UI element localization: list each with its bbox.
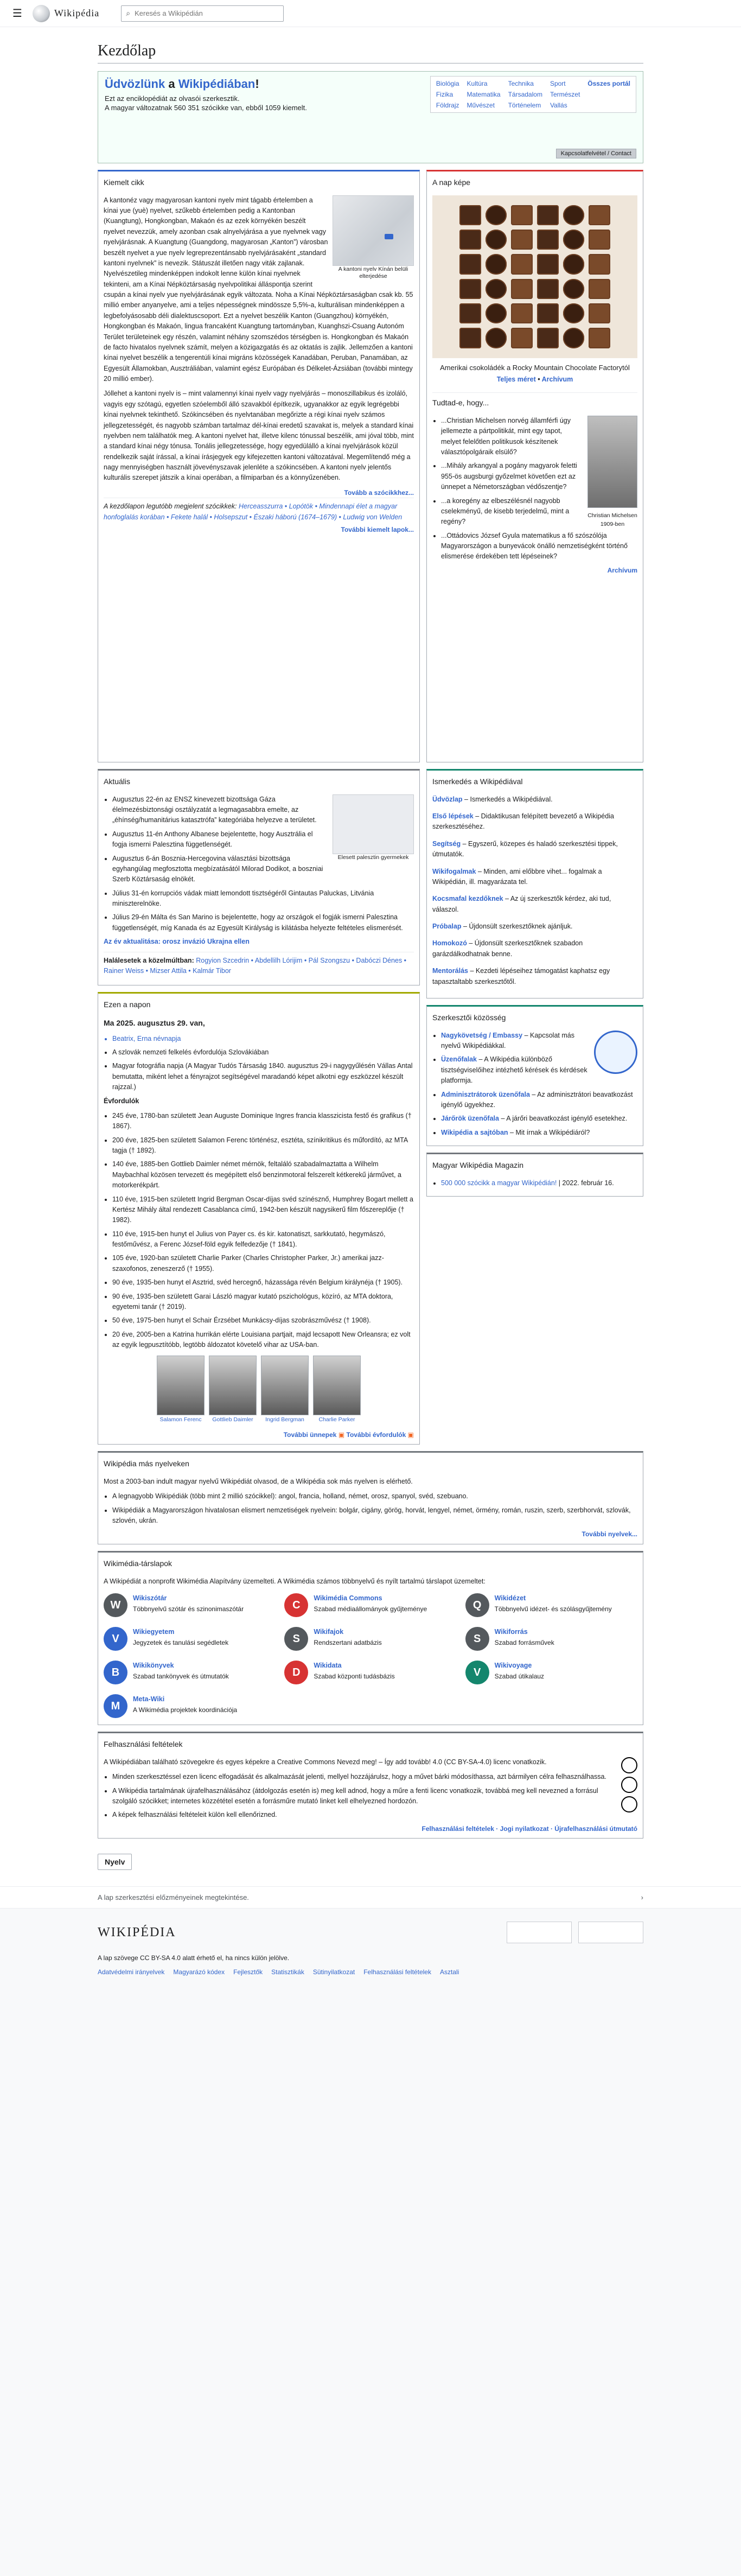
sister-project-desc: A Wikimédia projektek koordinációja xyxy=(133,1706,238,1714)
sister-project[interactable] xyxy=(104,1661,276,1684)
sister-project-text xyxy=(314,1627,381,1648)
otd-namedays[interactable]: • Beatrix, Erna névnapja xyxy=(112,1034,414,1044)
wikispecies-icon: S xyxy=(284,1627,308,1651)
rss-icon: ▣ xyxy=(407,1430,414,1439)
chocolate-piece xyxy=(563,328,585,348)
welcome-title: Üdvözlünk a Wikipédiában! xyxy=(105,77,259,91)
chocolate-piece xyxy=(537,230,559,250)
portal-link[interactable]: Matematika xyxy=(467,91,501,98)
map-image[interactable] xyxy=(333,195,414,266)
chocolate-piece xyxy=(537,303,559,323)
welcome-box xyxy=(98,71,643,163)
anniv-item: • 90 éve, 1935-ben született Garai László magyar kutató pszichológus, közíró, az MTA doktora, egyetemi tanár († 2019). xyxy=(112,1292,414,1313)
sister-project[interactable] xyxy=(465,1627,637,1651)
intro-item: Kocsmafal kezdőknek – Az új szerkesztők kérdez, aki tud, válaszol. xyxy=(432,895,611,913)
languages-button[interactable]: Nyelv xyxy=(98,1854,132,1870)
otd-date: Ma 2025. augusztus 29. van, xyxy=(104,1019,205,1027)
news-panel xyxy=(98,769,420,985)
sister-project-desc: Jegyzetek és tanulási segédletek xyxy=(133,1638,229,1646)
terms-heading: Felhasználási feltételek xyxy=(104,1740,183,1749)
dyk-item: • ...Mihály arkangyal a pogány magyarok feletti 955-ös augsburgi győzelmet követően ezt az ünnepet a Németországban védőszentje? xyxy=(441,461,637,492)
portal-link[interactable]: Kultúra xyxy=(467,80,488,87)
intro-item: Üdvözlap – Ismerkedés a Wikipédiával. xyxy=(432,795,553,803)
sister-project-name[interactable]: Wikikönyvek xyxy=(133,1662,174,1670)
chocolate-piece xyxy=(563,205,585,225)
last-edit-bar[interactable] xyxy=(0,1886,741,1909)
sister-project[interactable] xyxy=(465,1593,637,1617)
magazine-list: • 500 000 szócikk a magyar Wikipédián! | 2022. február 16. xyxy=(432,1178,637,1188)
chocolate-piece xyxy=(459,205,481,225)
search-icon: ⌕ xyxy=(126,9,131,17)
chocolate-piece xyxy=(563,230,585,250)
more-languages-link[interactable]: További nyelvek... xyxy=(582,1530,637,1538)
map-caption: A kantoni nyelv Kínán belüli elterjedése xyxy=(338,265,408,280)
potd-links: Teljes méret • Archívum xyxy=(496,375,573,383)
chocolate-piece xyxy=(589,328,610,348)
sister-project-desc: Többnyelvű szótár és szinonimaszótár xyxy=(133,1605,244,1613)
sister-project-text xyxy=(495,1661,544,1681)
chocolate-piece xyxy=(511,328,533,348)
otd-item: • Magyar fotográfia napja (A Magyar Tudós Társaság 1840. augusztus 29-i nagygyűlésén Vállas Antal bemutatta, miként lehet a fényrajzot segítségével maradandó képet alkotni egy eszközzel készült rajzzal.) xyxy=(112,1061,414,1092)
portal-link[interactable]: Sport xyxy=(550,80,566,87)
sister-project-name[interactable]: Wikivoyage xyxy=(494,1662,532,1670)
sister-project-text xyxy=(495,1593,612,1614)
chocolate-piece xyxy=(589,205,610,225)
sister-project-desc: Szabad útikalauz xyxy=(494,1672,545,1680)
footer-link[interactable]: Magyarázó kódex xyxy=(173,1968,225,1976)
footer-link[interactable]: Sütinyilatkozat xyxy=(312,1968,355,1976)
portal-link[interactable]: Történelem xyxy=(508,101,541,109)
person-photo[interactable] xyxy=(157,1356,205,1415)
sister-projects-intro: A Wikipédiát a nonprofit Wikimédia Alapítvány üzemelteti. A Wikimédia számos többnyelvű és nyílt tartalmú társlapot üzemeltet: xyxy=(104,1577,486,1585)
wiktionary-icon: W xyxy=(104,1593,127,1617)
intro-item: Wikifogalmak – Minden, ami előbbre vihet... fogalmak a Wikipédián, ill. magyarázata tel. xyxy=(432,867,602,886)
dyk-heading: Tudtad-e, hogy... xyxy=(432,392,637,411)
featured-paragraph: Jóllehet a kantoni nyelv is – mint valamennyi kínai nyelv vagy nyelvjárás – monoszillabikus és izoláló, vagyis egy szótagú, egyetlen szóelemből álló szavakból építkezik, ugyanakkor az egyik legrégebbi kínai nyelvnek tekinthető. Szókincsében és nyelvtanában megőrizte a régi kínai nyelv számos jellegzetességét, és nagyobb számban tartalmaz dél-kínai eredetű szavakat is, melyek a standard kínai nyelvben nem találhatók meg. A kantoni nyelvet hat, illetve kilenc tónussal beszélik, ami jóval több, mint a standard kínai négy tónusa. Tonális jellegzetessége, hogy egyedülálló a kínai nyelvjárások közül rendelkezik saját írással, a kínai írásjegyek egy kifejezetten kantoni változatával. Megemlítendő még a nagy mennyiségben használt jövevényszavak jelenléte a szókincsében. A kantoni nyelv jelentős kulturális szerepet játszik a kínai operában, a filmiparban és a könnyűzenében. xyxy=(104,390,414,482)
person-figure: Gottlieb Daimler xyxy=(209,1356,257,1424)
chocolate-piece xyxy=(459,303,481,323)
anniv-item: • 50 éve, 1975-ben hunyt el Schair Érzsébet Munkácsy-díjas szobrászművész († 1908). xyxy=(112,1315,414,1326)
sister-project-text xyxy=(495,1627,554,1648)
sister-project-desc: Szabad médiaállományok gyűjteménye xyxy=(314,1605,427,1613)
chocolate-piece xyxy=(589,230,610,250)
sister-project-name[interactable]: Wikidata xyxy=(314,1662,342,1670)
terms-intro: A Wikipédiában található szövegekre és egyes képekre a Creative Commons Nevezd meg! – Így add tovább! 4.0 (CC BY-SA-4.0) licenc vonatkozik. xyxy=(104,1758,547,1766)
potd-panel xyxy=(426,170,643,762)
anniv-heading: Évfordulók xyxy=(104,1097,139,1105)
people-strip xyxy=(104,1356,414,1424)
community-list: • Nagykövetség / Embassy – Kapcsolat más nyelvű Wikipédiákkal. • Üzenőfalak – A Wikipédia különböző tisztségviselőihez intézhető kérések és kérdések platformja. • Adminisztrátorok üzenőfala – Az adminisztrátori beavatkozást igénylő ügyekhez. • Járőrök üzenőfala – A járőri beavatkozást igénylő esetekhez. • Wikipédia a sajtóban – Mit írnak a Wikipédiáról? xyxy=(432,1031,637,1138)
other-languages-list xyxy=(104,1491,637,1526)
hamburger-icon[interactable]: ☰ xyxy=(12,8,22,20)
sister-grid xyxy=(104,1591,637,1720)
sa-icon xyxy=(621,1796,637,1812)
portal-link[interactable]: Társadalom xyxy=(508,91,542,98)
magazine-heading: Magyar Wikipédia Magazin xyxy=(432,1161,524,1169)
minority-wikipedias: • Wikipédiák a Magyarországon hivatalosan elismert nemzetiségek nyelvein: bolgár, cigány, görög, horvát, lengyel, német, örmény, román, ruszin, szerb, szerbhorvát, szlovák, szlovén, ukrán. xyxy=(112,1505,637,1526)
magazine-link[interactable]: 500 000 szócikk a magyar Wikipédián! xyxy=(441,1179,557,1187)
potd-archive-link[interactable]: Archívum xyxy=(541,375,573,383)
wikimedia-badge[interactable] xyxy=(507,1922,572,1943)
chocolate-piece xyxy=(459,279,481,299)
person-photo[interactable] xyxy=(261,1356,309,1415)
terms-item: • A Wikipédia tartalmának újrafelhasználásához (átdolgozás esetén is) meg kell adnod, hogy a műre a fenti licenc vonatkozik, továbbá meg kell nevezned a forrásul szolgáló szócikket; internetes közzététel esetén a forrásműre mutató linket kell elhelyezned hordozón. xyxy=(112,1786,637,1807)
footer-link[interactable]: Fejlesztők xyxy=(233,1968,263,1976)
portrait-caption: Christian Michelsen 1909-ben xyxy=(587,512,637,528)
magazine-panel xyxy=(426,1153,643,1197)
sister-project-name[interactable]: Wikiforrás xyxy=(494,1628,528,1636)
chocolate-piece xyxy=(589,303,610,323)
wikisource-icon: S xyxy=(465,1627,489,1651)
anniv-item: • 140 éve, 1885-ben Gottlieb Daimler német mérnök, feltaláló szabadalmaztatta a Wilhelm Maybachhal közösen tervezett és megépített első benzinmotoral felszerelt kétkerekű járművet, a motorkerékpárt. xyxy=(112,1159,414,1191)
community-heading: Szerkesztői közösség xyxy=(432,1013,506,1022)
dyk-item: • ...Ottádovics József Gyula matematikus a fő szószólója Magyarországon a bunyevácok önálló nemzetiségként történő elismerése érdekében tett lépéseinek? xyxy=(441,531,637,562)
chevron-right-icon: › xyxy=(641,1893,643,1902)
potd-caption: Amerikai csokoládék a Rocky Mountain Chocolate Factorytól xyxy=(440,363,630,372)
left-column-2 xyxy=(98,769,420,1445)
sister-project-desc: Többnyelvű idézet- és szólásgyűjtemény xyxy=(494,1605,612,1613)
footer-badges xyxy=(507,1922,643,1943)
commons-icon: C xyxy=(284,1593,308,1617)
row-news xyxy=(98,769,643,1445)
sister-project-name[interactable]: Wikiegyetem xyxy=(133,1628,175,1636)
sister-project-text xyxy=(133,1593,244,1614)
sister-project-name[interactable]: Wikiszótár xyxy=(133,1594,167,1602)
chocolate-piece xyxy=(589,254,610,274)
anniv-item: • 20 éve, 2005-ben a Katrina hurrikán elérte Louisiana partjait, majd lecsapott New Orleansra; ez volt az egyik legpusztítóbb, legtöbb áldozatot követelő vihar az USA-ban. xyxy=(112,1330,414,1351)
wikidata-icon: D xyxy=(284,1661,308,1684)
terms-item: • Minden szerkesztéssel ezen licenc elfogadását és alkalmazását jelenti, mellyel hozzájárulsz, hogy a művet bárki módosíthassa, azt bármilyen célra felhasználhassa. xyxy=(112,1772,637,1782)
page-content xyxy=(0,27,741,1886)
footer-license: A lap szövege CC BY-SA 4.0 alatt érhető el, ha nincs külön jelölve. xyxy=(98,1954,290,1962)
footer-link[interactable]: Felhasználási feltételek xyxy=(363,1968,431,1976)
portal-link[interactable]: Vallás xyxy=(550,101,567,109)
footer-link[interactable]: Statisztikák xyxy=(271,1968,304,1976)
portrait-image[interactable] xyxy=(587,416,637,508)
chocolate-piece xyxy=(537,254,559,274)
news-figure xyxy=(333,794,414,862)
sister-project-text xyxy=(133,1661,229,1681)
intro-panel xyxy=(426,769,643,998)
anniv-list xyxy=(104,1111,414,1351)
terms-links[interactable]: Felhasználási feltételek · Jogi nyilatkozat · Újrafelhasználási útmutató xyxy=(421,1824,637,1833)
news-item: • Augusztus 6-án Bosznia-Hercegovina választási bizottsága egyhangúlag megfosztotta megbízatásától Milorad Dodikot, a boszniai Szerb Köztársaság elnökét. xyxy=(112,854,414,885)
otd-panel xyxy=(98,992,420,1445)
intro-item: Első lépések – Didaktikusan felépített bevezető a Wikipédia szerkesztéséhez. xyxy=(432,812,614,831)
logo-wordmark: Wikipédia xyxy=(54,8,100,18)
news-item: • Augusztus 22-én az ENSZ kinevezett bizottsága Gáza élelmezésbiztonsági osztályzatát a legmagasabbra emelte, az „éhínség/humanitárius katasztrófa” kategóriába helyezve a területet. xyxy=(112,794,414,826)
chocolate-piece xyxy=(563,254,585,274)
news-item: • Július 31-én korrupciós vádak miatt lemondott tisztségéről Gintautas Paluckas, Litvánia miniszterelnöke. xyxy=(112,888,414,909)
featured-article-panel xyxy=(98,170,420,762)
portal-link[interactable]: Földrajz xyxy=(436,101,459,109)
search-box[interactable] xyxy=(121,5,284,22)
sister-project-desc: Szabad forrásművek xyxy=(494,1638,554,1646)
recent-featured: A kezdőlapon legutóbb megjelent szócikkek: Herceasszurra • Lopótök • Mindennapi élet a magyar honfoglalás korában • Fekete halál • Holsepszut • Északi háború (1674–1679) • Ludwig von Welden xyxy=(104,498,414,523)
chocolate-piece xyxy=(486,279,507,299)
by-icon xyxy=(621,1777,637,1793)
chocolate-piece xyxy=(511,279,533,299)
chocolate-piece xyxy=(459,230,481,250)
recent-deaths: Halálesetek a közelmúltban: Rogyion Szcedrin • Abdellilh Lórijim • Pál Szongszu • Dabóczi Dénes • Rainer Weiss • Mizser Attila • Kalmár Tibor xyxy=(104,952,414,977)
potd-full-size-link[interactable]: Teljes méret xyxy=(496,375,536,383)
chocolate-piece xyxy=(589,279,610,299)
person-photo[interactable] xyxy=(209,1356,257,1415)
community-panel xyxy=(426,1005,643,1146)
sister-project[interactable] xyxy=(284,1627,456,1651)
sister-project-text xyxy=(133,1694,237,1715)
portal-link[interactable]: Biológia xyxy=(436,80,459,87)
otd-heading: Ezen a napon xyxy=(104,1000,151,1009)
anniv-item: • 200 éve, 1825-ben született Salamon Ferenc történész, esztéta, színikritikus és műfordító, az MTA tagja († 1892). xyxy=(112,1135,414,1156)
chocolate-piece xyxy=(486,303,507,323)
person-photo[interactable] xyxy=(313,1356,361,1415)
intro-heading: Ismerkedés a Wikipédiával xyxy=(432,777,523,786)
intro-item: Mentorálás – Kezdeti lépéseihez támogatást kaphatsz egy tapasztaltabb szerkesztőtől. xyxy=(432,967,610,985)
chocolate-piece xyxy=(459,254,481,274)
chocolate-piece xyxy=(459,328,481,348)
sister-projects-panel xyxy=(98,1551,643,1725)
chocolate-piece xyxy=(486,254,507,274)
dyk-item: • ...a koregény az elbeszélésnél nagyobb cselekményű, de kisebb terjedelmű, mint a regény? xyxy=(441,496,637,527)
chocolate-piece xyxy=(511,230,533,250)
row-featured xyxy=(98,170,643,762)
portal-list xyxy=(430,76,636,113)
portal-link[interactable]: Fizika xyxy=(436,91,453,98)
footer xyxy=(0,1909,741,1987)
chocolate-piece xyxy=(537,328,559,348)
page-title: Kezdőlap xyxy=(98,42,643,63)
anniv-item: • 105 éve, 1920-ban született Charlie Parker (Charles Christopher Parker, Jr.) amerikai jazz-szaxofonos, zeneszerző († 1955). xyxy=(112,1253,414,1274)
other-languages-intro: Most a 2003-ban indult magyar nyelvű Wikipédiát olvasod, de a Wikipédia sok más nyelven is elérhető. xyxy=(104,1477,413,1485)
portal-all-link[interactable]: Összes portál xyxy=(587,80,630,87)
portal-link[interactable]: Természet xyxy=(550,91,580,98)
sister-project-name[interactable]: Wikidézet xyxy=(494,1594,526,1602)
otd-more-links xyxy=(104,1430,414,1440)
intro-item: Próbalap – Újdonsült szerkesztőknek ajánljuk. xyxy=(432,923,573,931)
chocolate-piece xyxy=(563,279,585,299)
news-image[interactable] xyxy=(333,794,414,854)
sister-project-desc: Szabad tankönyvek és útmutatók xyxy=(133,1672,229,1680)
contact-button[interactable]: Kapcsolatfelvétel / Contact xyxy=(556,149,636,158)
news-caption: Elesett palesztin gyermekek xyxy=(337,854,409,861)
wikipedia-w-icon xyxy=(594,1031,637,1074)
terms-list xyxy=(104,1772,637,1821)
dyk-item: • ...Christian Michelsen norvég államférfi úgy jellemezte a pártpolitikát, mint egy tapot, melyet felelőtlen politikusok készítenek választópolgáraik elsülő? xyxy=(441,416,637,458)
footer-links xyxy=(98,1968,643,1976)
sister-project[interactable] xyxy=(465,1661,637,1684)
sister-project-name[interactable]: Wikifajok xyxy=(314,1628,344,1636)
wikipedia-globe-icon xyxy=(33,5,50,22)
news-item: • Augusztus 11-én Anthony Albanese bejelentette, hogy Ausztrália el fogja ismerni Palesztina függetlenségét. xyxy=(112,829,414,850)
news-heading: Aktuális xyxy=(104,777,131,786)
anniv-item: • 110 éve, 1915-ben született Ingrid Bergman Oscar-díjas svéd színésznő, Humphrey Bogart mellett a Kertész Mihály által rendezett Casablanca című, 1942-ben készült nagysikerű film főszereplője († 1982). xyxy=(112,1194,414,1226)
chocolate-piece xyxy=(486,230,507,250)
portal-link[interactable]: Technika xyxy=(508,80,534,87)
dyk-archive-link[interactable]: Archívum xyxy=(607,566,637,574)
largest-wikipedias: • A legnagyobb Wikipédiák (több mint 2 millió szócikkel): angol, francia, holland, német, orosz, spanyol, svéd, szebuano. xyxy=(112,1491,637,1502)
recent-featured-links[interactable]: Herceasszurra • Lopótök • Mindennapi élet a magyar honfoglalás korában • Fekete halál • Holsepszut • Északi háború (1674–1679) • Ludwig von Welden xyxy=(104,503,403,521)
top-header xyxy=(0,0,741,27)
otd-top-list xyxy=(104,1034,414,1093)
footer-logo: WIKIPÉDIA xyxy=(98,1925,176,1939)
sister-project-text xyxy=(314,1661,394,1681)
featured-heading: Kiemelt cikk xyxy=(104,178,144,187)
person-figure: Ingrid Bergman xyxy=(261,1356,309,1424)
sister-project-desc: Rendszertani adatbázis xyxy=(314,1638,382,1646)
other-languages-panel xyxy=(98,1451,643,1544)
wikiquote-icon: Q xyxy=(465,1593,489,1617)
otd-item: • A szlovák nemzeti felkelés évfordulója Szlovákiában xyxy=(112,1047,414,1058)
cc-badges xyxy=(621,1757,637,1812)
anniv-item: • 245 éve, 1780-ban született Jean Auguste Dominique Ingres francia klasszicista festő és grafikus († 1867). xyxy=(112,1111,414,1132)
chocolate-piece xyxy=(511,205,533,225)
last-edit-text: A lap szerkesztési előzményeinek megtekintése. xyxy=(98,1893,249,1902)
wikivoyage-icon: V xyxy=(465,1661,489,1684)
footer-top xyxy=(98,1922,643,1943)
sister-project-text xyxy=(133,1627,228,1648)
welcome-line-2: A magyar változatnak 560 351 szócikke van, ebből 1059 kiemelt. xyxy=(105,104,307,112)
wikiversity-icon: V xyxy=(104,1627,127,1651)
person-figure: Charlie Parker xyxy=(313,1356,361,1424)
anniv-item: • 90 éve, 1935-ben hunyt el Asztrid, svéd hercegnő, házassága révén Belgium királynéja († 1905). xyxy=(112,1277,414,1288)
chocolate-piece xyxy=(563,303,585,323)
potd-image[interactable] xyxy=(432,195,637,358)
sister-project-name[interactable]: Meta-Wiki xyxy=(133,1695,165,1703)
footer-link[interactable]: Adatvédelmi irányelvek xyxy=(98,1968,165,1976)
featured-paragraph: A kantonéz vagy magyarosan kantoni nyelv mint tágabb értelemben a kínai yue (yuè) nyelvet, szűkebb értelemben pedig a Kantonban (Kuangtung), Hongkongban, Makaón és az ezek környékén beszélt nyelvet nevezzük, amely azonban csak alnyelvjárása a yue nyelvnek vagy nyelvjárásnak. A Kuangtung (Guangdong, magyarosan „Kanton”) városban beszélt nyelvet a yue nyelv legreprezentánsabb nyelvjárásaként „standard kantoni nyelvnek” is nevezik. Státuszát illetően nagy viták zajlanak. Nyelvészetileg mindenképpen indokolt lenne külön kínai nyelvnek tekinteni, am a Kínai Népköztársaság nyelvpolitikai álláspontja szerint csupán a kínai nyelv yue nyelvjárásának egyik változata. Noha a Kínai Népköztársaságban csak kb. 55 millió ember anyanyelve, ami a teljes népességnek mindössze 5,5%-a, kulturálisan mindenképpen a legbefolyásosabb déli dialektuscsoport. Ezt a nyelvet beszélik Kanton (Guangzhou) környékén, Hongkongban és Makaón, lingua francaként Kuangtung tartományban, Kuanghszi-Csuang Autonóm Terület területeinek egy részén, valamint néhány szomszédos térségben is. Hongkongban és Makaón de facto hivatalos nyelvnek számít, melyen a közigazgatás és az oktatás is zajlik. Jellemzően a kantoni kínai nyelvet beszélik a tengerentúli kínai migráns közösségek Kanadában, Peruban, Panamában, az Egyesült Államokban, Ausztráliában, valamint egész Európában és Délkelet-Ázsiában (további mintegy 20 millió ember). xyxy=(104,196,413,383)
anniv-item: • 110 éve, 1915-ben hunyt el Julius von Payer cs. és kir. katonatiszt, sarkkutató, hegymászó, festőművész, a Ferenc József-föld egyik felfedezője († 1841). xyxy=(112,1229,414,1250)
wikibooks-icon: B xyxy=(104,1661,127,1684)
mediawiki-badge[interactable] xyxy=(578,1922,643,1943)
sister-project-text xyxy=(314,1593,427,1614)
rss-icon: ▣ xyxy=(338,1430,345,1439)
sister-projects-heading: Wikimédia-társlapok xyxy=(104,1559,173,1568)
footer-link[interactable]: Asztali xyxy=(439,1968,459,1976)
metawiki-icon: M xyxy=(104,1694,127,1718)
featured-more-pages-link[interactable]: További kiemelt lapok... xyxy=(341,526,414,534)
person-figure: Salamon Ferenc xyxy=(157,1356,205,1424)
chocolate-piece xyxy=(486,328,507,348)
terms-panel xyxy=(98,1732,643,1839)
map-figure xyxy=(333,195,414,281)
chocolate-piece xyxy=(486,205,507,225)
cc-icon xyxy=(621,1757,637,1773)
featured-more-link[interactable]: Tovább a szócikkhez... xyxy=(344,488,414,497)
more-anniversaries-link[interactable]: További évfordulók xyxy=(346,1430,406,1439)
search-input[interactable] xyxy=(133,9,279,18)
sister-project[interactable] xyxy=(104,1627,276,1651)
terms-item: • A képek felhasználási feltételeit külön kell ellenőrizned. xyxy=(112,1810,637,1820)
welcome-line-1: Ezt az enciklopédiát az olvasói szerkesztik. xyxy=(105,94,240,103)
chocolate-piece xyxy=(537,205,559,225)
sister-project[interactable] xyxy=(284,1593,456,1617)
sister-project[interactable] xyxy=(104,1694,276,1718)
sister-project[interactable] xyxy=(104,1593,276,1617)
chocolate-piece xyxy=(511,303,533,323)
sister-project-name[interactable]: Wikimédia Commons xyxy=(314,1594,382,1602)
sister-project[interactable] xyxy=(284,1661,456,1684)
chocolate-piece xyxy=(537,279,559,299)
ukraine-link[interactable]: Az év aktualitása: orosz invázió Ukrajna ellen xyxy=(104,938,250,946)
right-column-1 xyxy=(426,170,643,762)
chocolate-piece xyxy=(511,254,533,274)
potd-heading: A nap képe xyxy=(432,178,471,187)
intro-item: Homokozó – Újdonsült szerkesztőknek szabadon garázdálkodhatnak benne. xyxy=(432,939,583,958)
more-holidays-link[interactable]: További ünnepek xyxy=(283,1430,337,1439)
right-column-2 xyxy=(426,769,643,1445)
intro-item: Segítség – Egyszerű, közepes és haladó szerkesztési tippek, útmutatók. xyxy=(432,839,618,858)
other-languages-heading: Wikipédia más nyelveken xyxy=(104,1459,189,1468)
news-item: • Július 29-én Málta és San Marino is bejelentette, hogy az országok el fogják ismerni Palesztina függetlenségét, míg Kanada és az Egyesült Királyság is kilátásba helyezte feltételes elismerését. xyxy=(112,912,414,933)
portal-link[interactable]: Művészet xyxy=(467,101,495,109)
site-logo[interactable] xyxy=(33,5,99,22)
sister-project-desc: Szabad központi tudásbázis xyxy=(314,1672,395,1680)
